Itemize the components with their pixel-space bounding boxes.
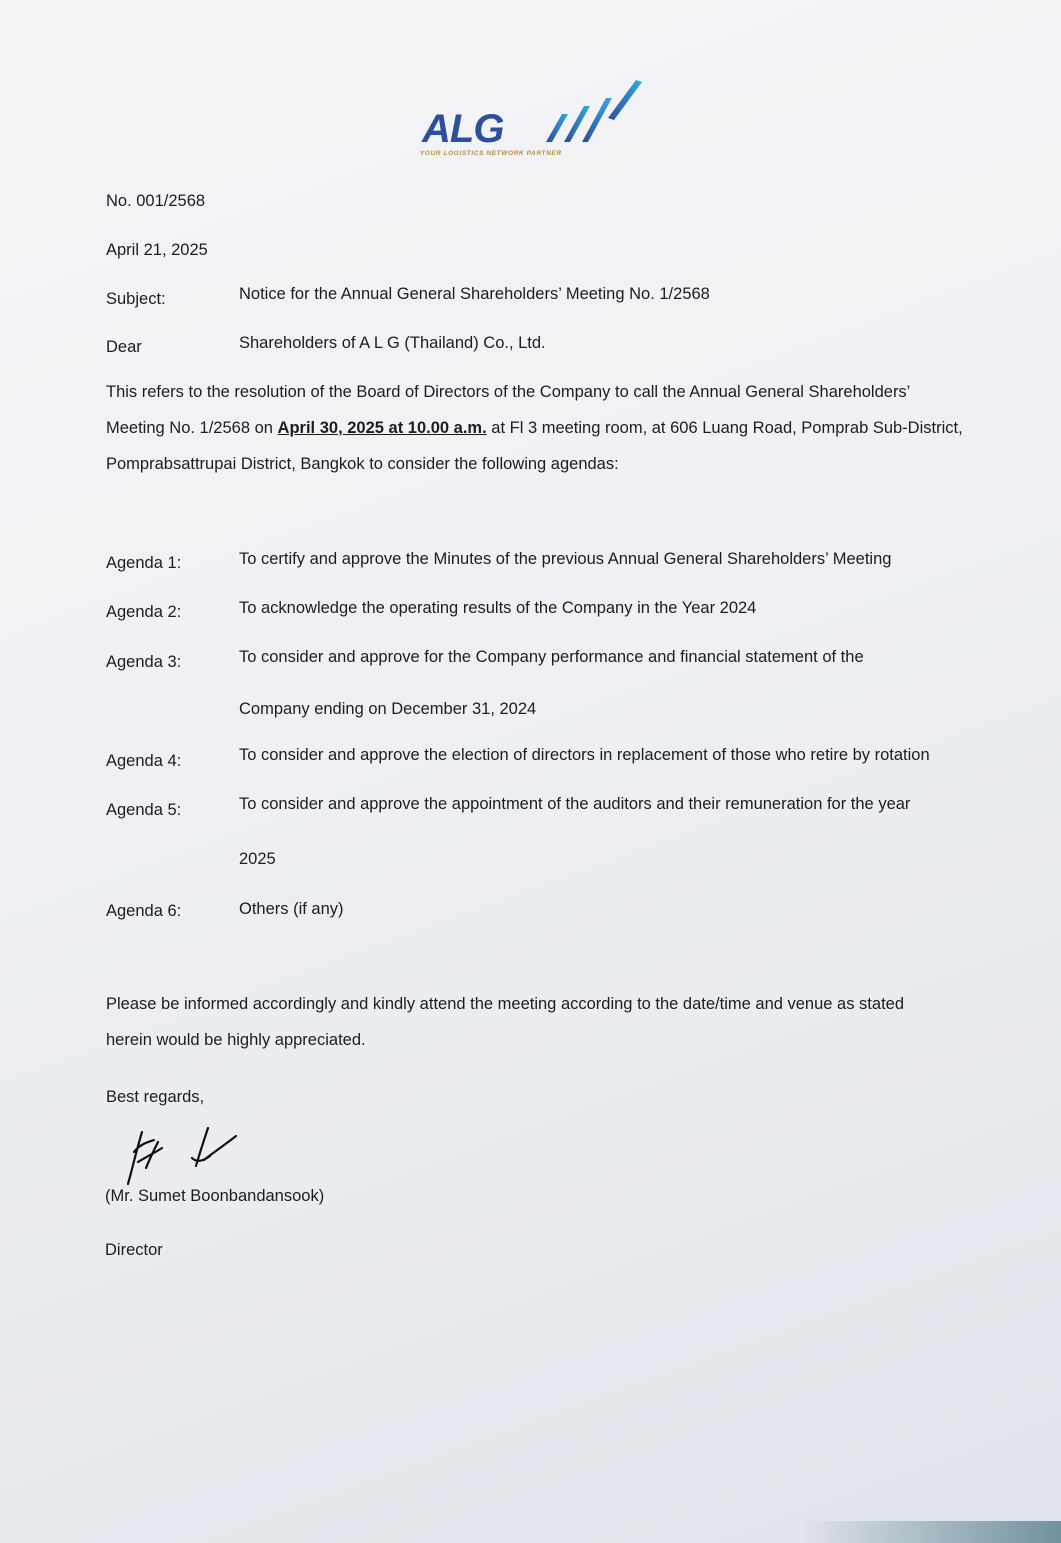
agenda-2-label: Agenda 2: <box>106 603 182 621</box>
signer-title: Director <box>105 1241 163 1259</box>
agenda-6-label: Agenda 6: <box>106 902 182 920</box>
intro-text-part1: This refers to the resolution of the Board of Directors of the Company to call the Annual General Shareholders’ Meeting No. 1/2568 on <box>106 383 910 437</box>
alg-logo-graphic <box>418 78 648 160</box>
logo-wordmark: ALG <box>422 107 504 151</box>
logo-tagline: YOUR LOGISTICS NETWORK PARTNER <box>420 150 562 157</box>
salutation-text: Shareholders of A L G (Thailand) Co., Ltd. <box>239 334 546 352</box>
agenda-3-text-line1: To consider and approve for the Company performance and financial statement of the <box>239 648 864 666</box>
agenda-1-label: Agenda 1: <box>106 554 182 572</box>
agenda-2-text: To acknowledge the operating results of the Company in the Year 2024 <box>239 599 757 617</box>
agenda-1-text: To certify and approve the Minutes of the previous Annual General Shareholders’ Meeting <box>239 550 892 568</box>
subject-text: Notice for the Annual General Shareholders’ Meeting No. 1/2568 <box>239 285 710 303</box>
agenda-3-label: Agenda 3: <box>106 653 182 671</box>
best-regards: Best regards, <box>106 1088 205 1106</box>
alg-logo <box>418 78 648 160</box>
agenda-5-text-line1: To consider and approve the appointment of the auditors and their remuneration for the year <box>239 795 911 813</box>
background-edge <box>801 1521 1061 1543</box>
agenda-3-text-line2: Company ending on December 31, 2024 <box>239 700 537 718</box>
signer-name: (Mr. Sumet Boonbandansook) <box>105 1187 325 1205</box>
agenda-4-text: To consider and approve the election of directors in replacement of those who retire by rotation <box>239 746 930 764</box>
agenda-5-text-line2: 2025 <box>239 850 276 868</box>
agenda-6-text: Others (if any) <box>239 900 344 918</box>
agenda-5-label: Agenda 5: <box>106 801 182 819</box>
subject-label: Subject: <box>106 290 166 308</box>
closing-paragraph: Please be informed accordingly and kindly attend the meeting according to the date/time and venue as stated herein would be highly appreciated. <box>106 995 905 1049</box>
signature-scribble <box>118 1122 248 1190</box>
intro-text-part2: at Fl 3 meeting room, at 606 Luang Road, Pomprab Sub-District, Pomprabsattrupai District, Bangkok to consider the following agendas: <box>106 419 963 473</box>
meeting-datetime: April 30, 2025 at 10.00 a.m. <box>277 419 487 437</box>
letter-date: April 21, 2025 <box>106 241 208 259</box>
intro-paragraph <box>106 374 966 482</box>
reference-number: No. 001/2568 <box>106 192 206 210</box>
salutation-label: Dear <box>106 338 142 356</box>
agenda-4-label: Agenda 4: <box>106 752 182 770</box>
handwritten-signature <box>118 1122 248 1190</box>
